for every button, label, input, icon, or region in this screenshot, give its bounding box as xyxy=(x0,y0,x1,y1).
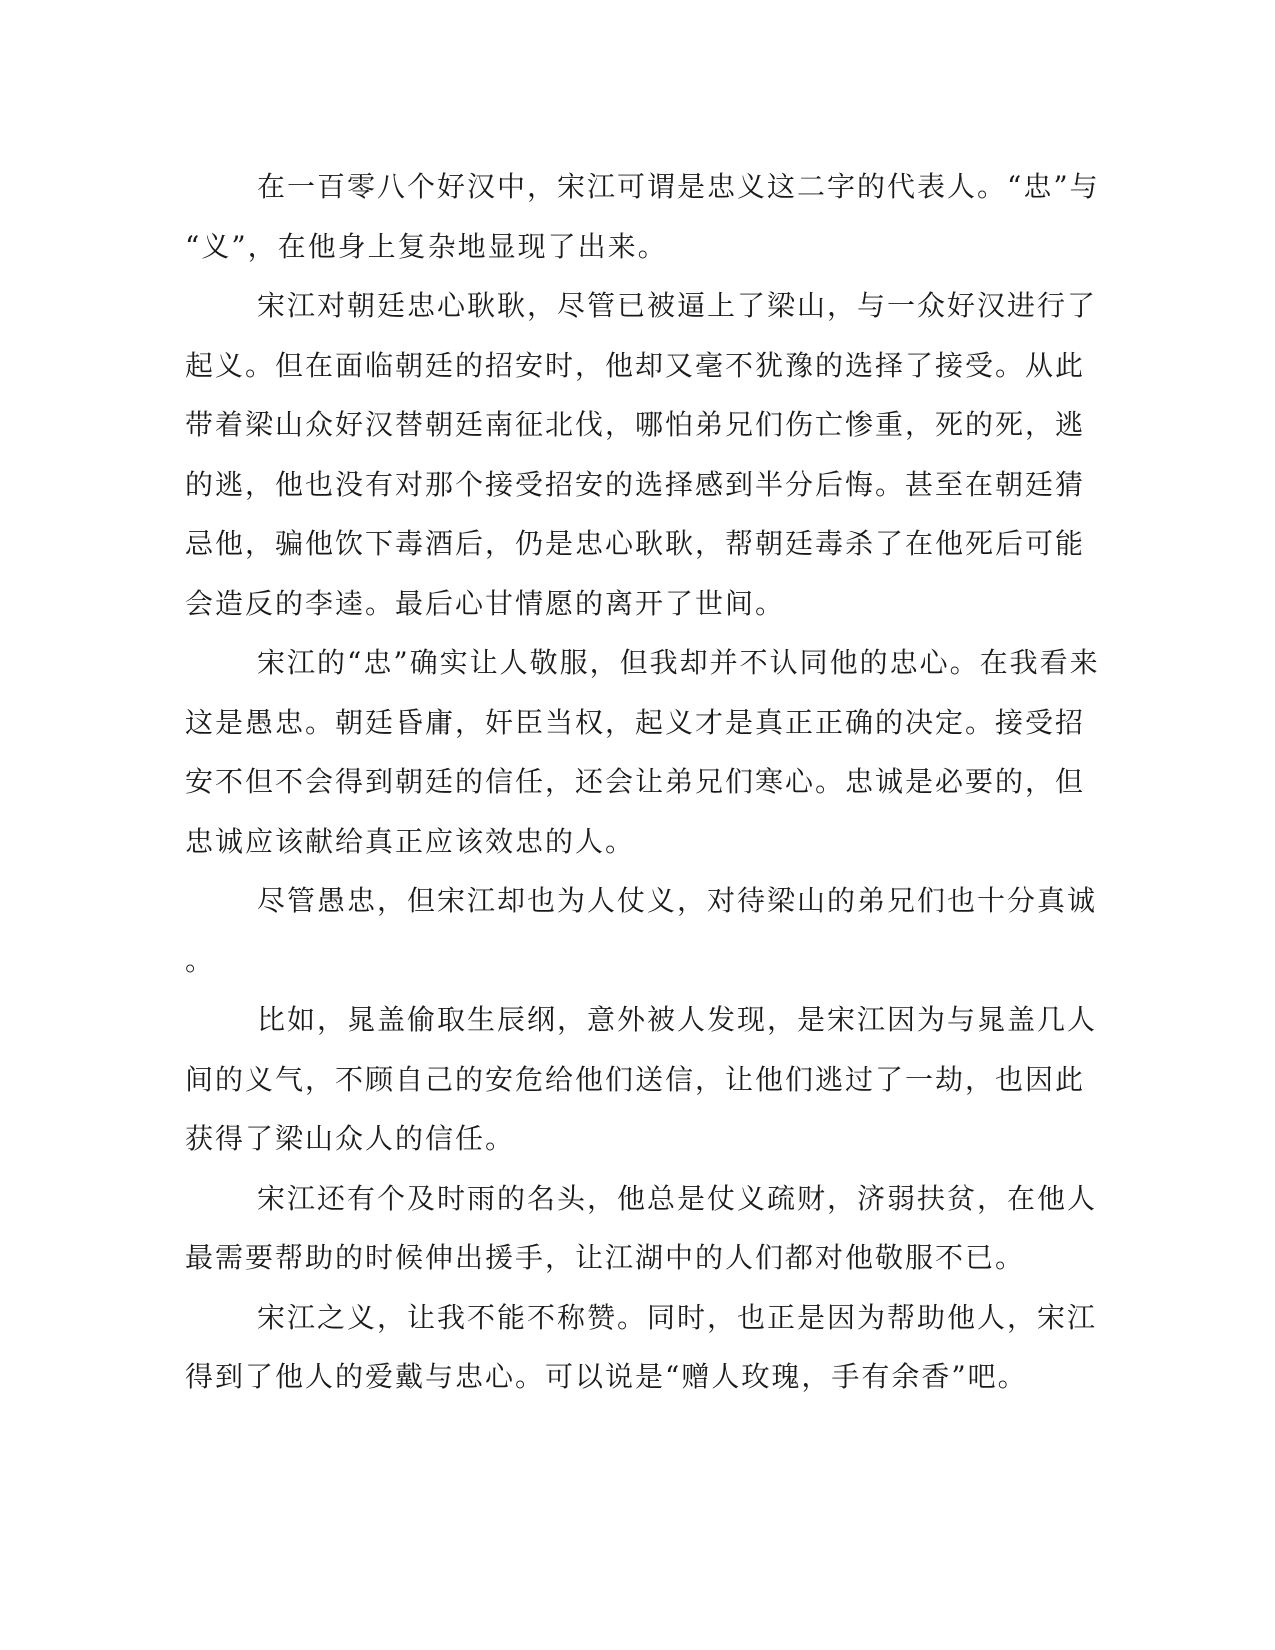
text-line: 带着梁山众好汉替朝廷南征北伐，哪怕弟兄们伤亡惨重，死的死，逃 xyxy=(185,408,1086,441)
text-line: 在一百零八个好汉中，宋江可谓是忠义这二字的代表人。“忠”与 xyxy=(257,170,1100,203)
text-line: 忌他，骗他饮下毒酒后，仍是忠心耿耿，帮朝廷毒杀了在他死后可能 xyxy=(185,527,1086,560)
text-line: 起义。但在面临朝廷的招安时，他却又毫不犹豫的选择了接受。从此 xyxy=(185,348,1086,382)
text-line: 这是愚忠。朝廷昏庸，奸臣当权，起义才是真正正确的决定。接受招 xyxy=(185,705,1086,739)
text-line: 得到了他人的爱戴与忠心。可以说是“赠人玫瑰，手有余香”吧。 xyxy=(185,1360,1028,1393)
text-line: 会造反的李逵。最后心甘情愿的离开了世间。 xyxy=(185,586,786,620)
text-line: 安不但不会得到朝廷的信任，还会让弟兄们寒心。忠诚是必要的，但 xyxy=(185,765,1086,798)
text-line: 宋江对朝廷忠心耿耿，尽管已被逼上了梁山，与一众好汉进行了 xyxy=(257,289,1098,322)
text-line: 忠诚应该献给真正应该效忠的人。 xyxy=(185,824,636,858)
text-line: 的逃，他也没有对那个接受招安的选择感到半分后悔。甚至在朝廷猜 xyxy=(185,467,1086,501)
text-line: 宋江之义，让我不能不称赞。同时，也正是因为帮助他人，宋江 xyxy=(257,1300,1098,1334)
text-line: “义”，在他身上复杂地显现了出来。 xyxy=(185,229,668,263)
text-line: 最需要帮助的时候伸出援手，让江湖中的人们都对他敬服不已。 xyxy=(185,1241,1026,1274)
text-line: 比如，晁盖偷取生辰纲，意外被人发现，是宋江因为与晁盖几人 xyxy=(257,1003,1098,1036)
text-line: 宋江还有个及时雨的名头，他总是仗义疏财，济弱扶贫，在他人 xyxy=(257,1181,1098,1215)
text-line: 宋江的“忠”确实让人敬服，但我却并不认同他的忠心。在我看来 xyxy=(257,646,1100,679)
text-line: 尽管愚忠，但宋江却也为人仗义，对待梁山的弟兄们也十分真诚 xyxy=(257,884,1098,917)
text-line: 。 xyxy=(185,943,216,977)
text-line: 间的义气，不顾自己的安危给他们送信，让他们逃过了一劫，也因此 xyxy=(185,1062,1086,1096)
text-line: 获得了梁山众人的信任。 xyxy=(185,1122,516,1155)
essay-body xyxy=(185,157,1100,1407)
